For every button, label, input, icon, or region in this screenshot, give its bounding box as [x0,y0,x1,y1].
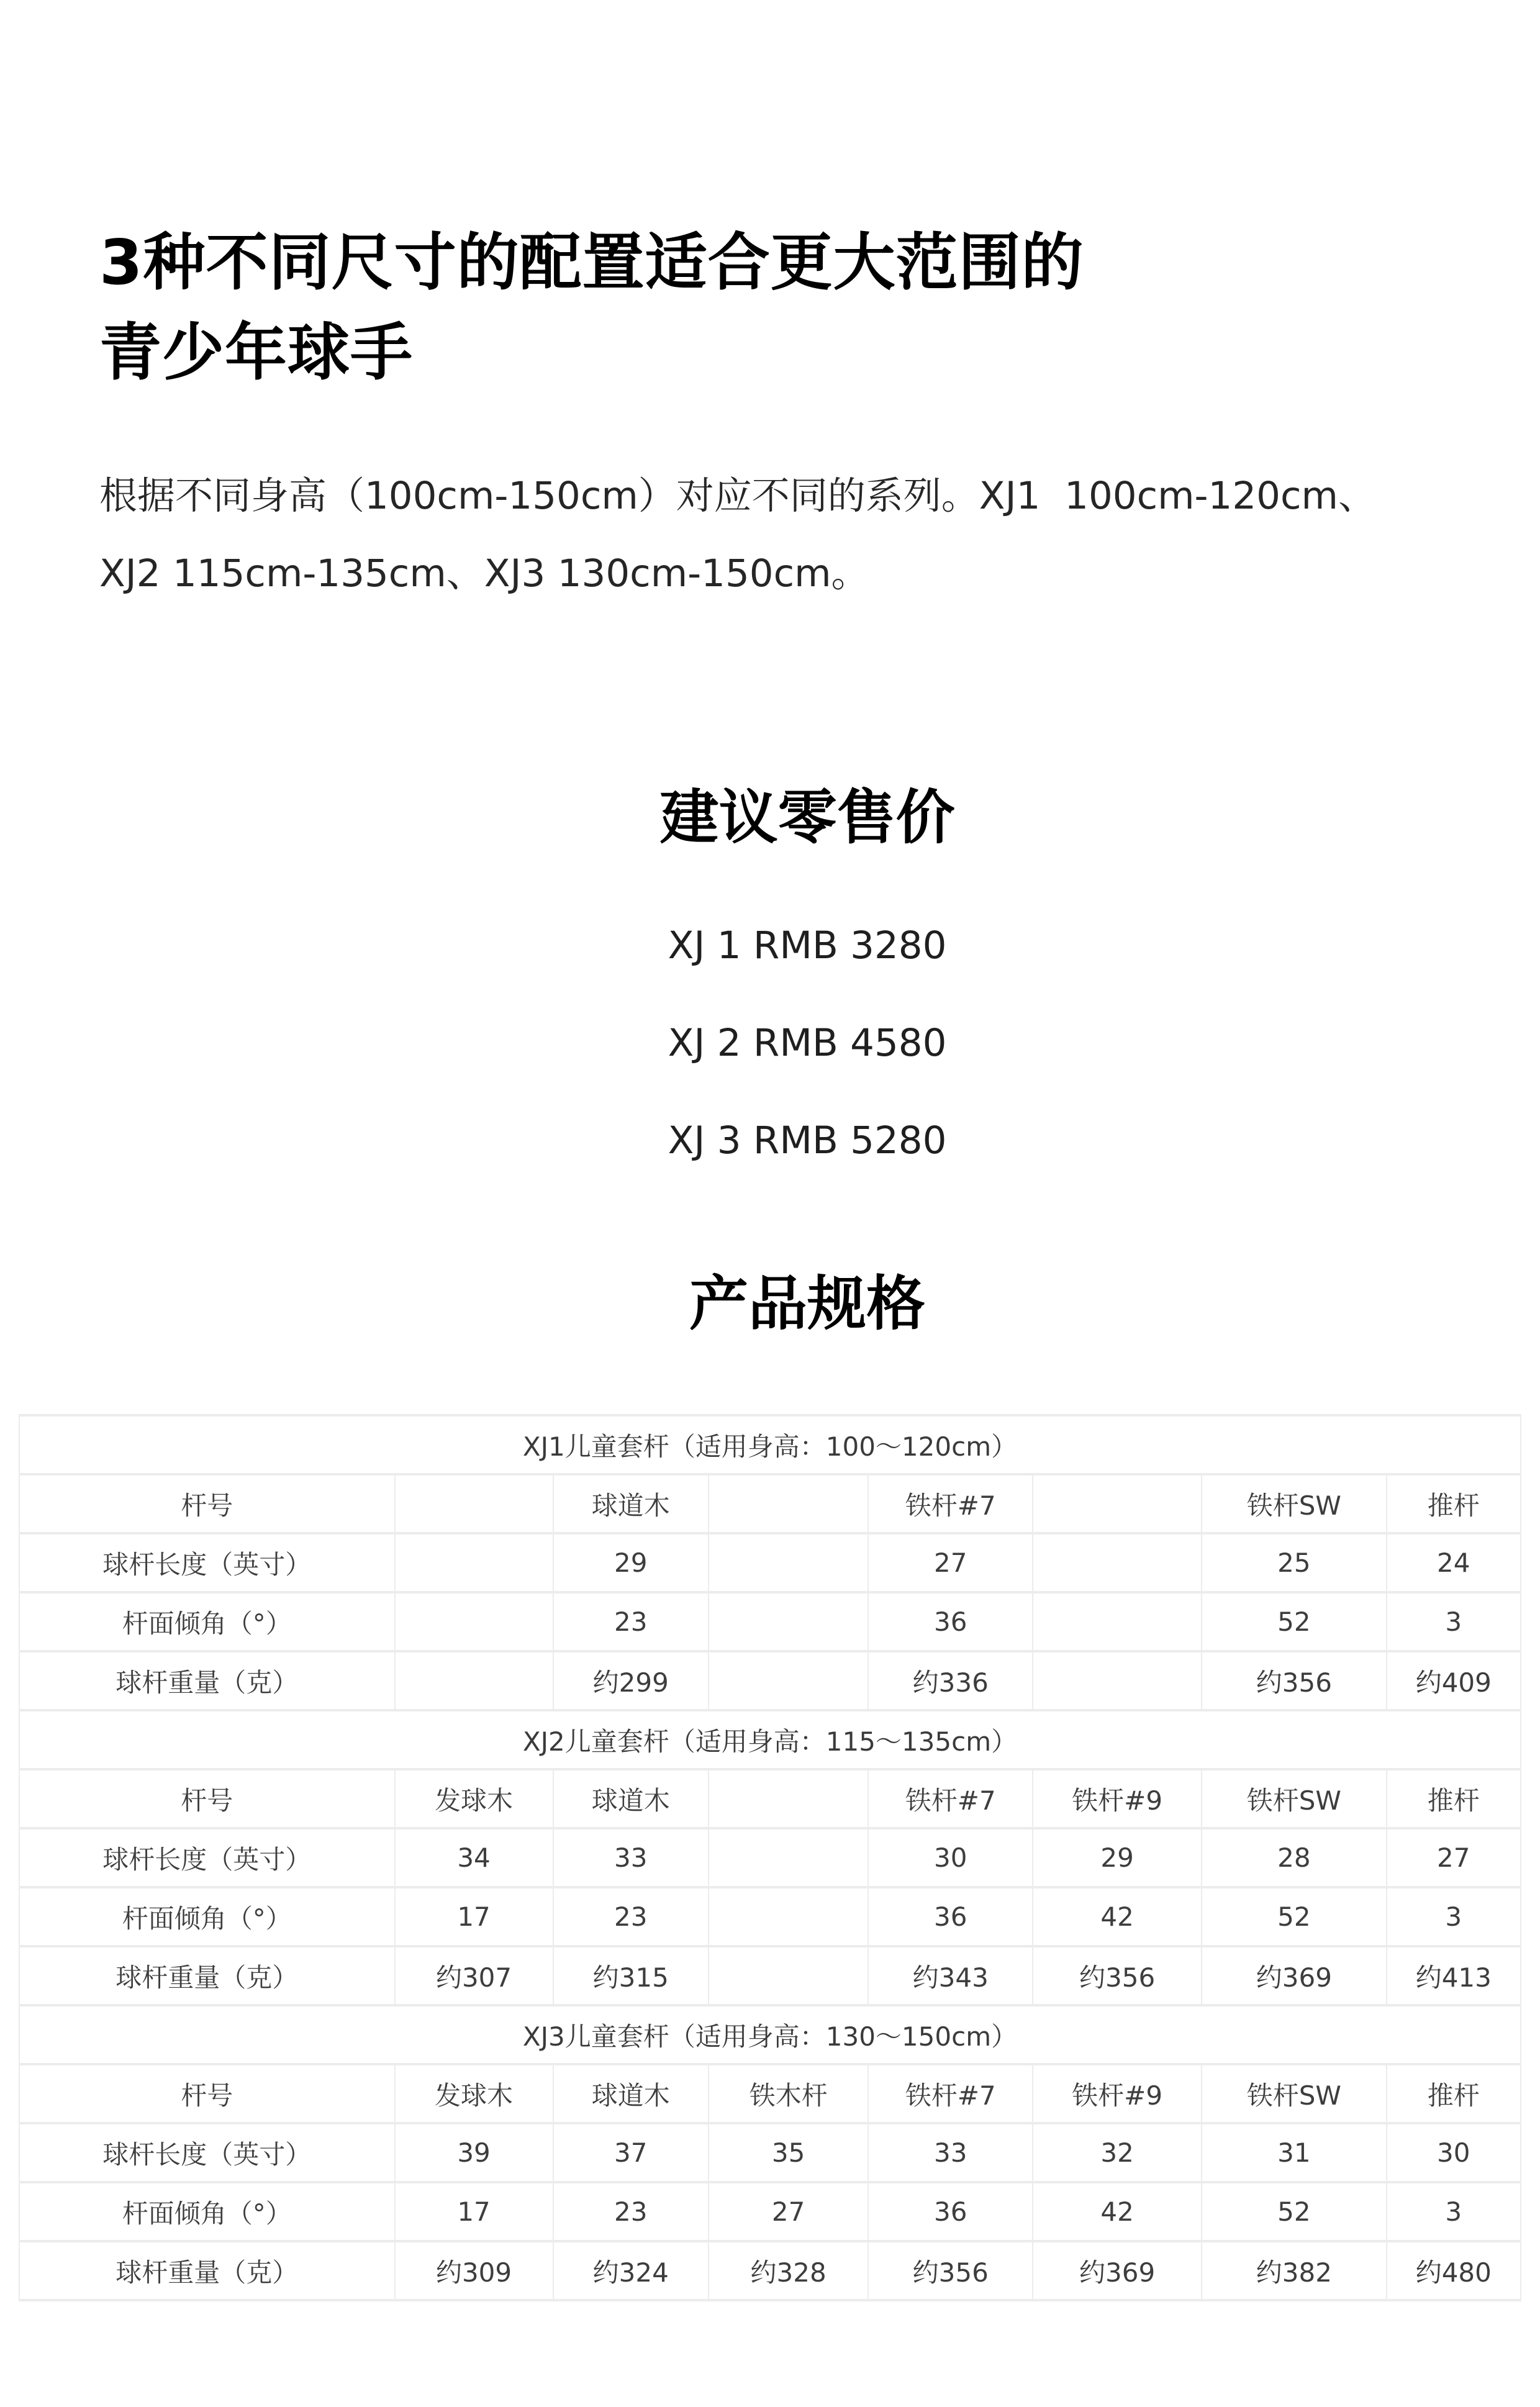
cell: 30 [868,1828,1033,1887]
cell: 约369 [1202,1946,1386,2005]
cell: 37 [553,2123,709,2182]
cell: 17 [395,1887,553,1946]
cell: 约356 [868,2241,1033,2300]
spec-table [19,1414,1521,2301]
cell [709,1533,869,1592]
cell: 36 [868,1887,1033,1946]
cell: 约307 [395,1946,553,2005]
cell [395,1592,553,1651]
column-header: 铁杆#7 [868,2064,1033,2123]
price-item-xj1: XJ 1 RMB 3280 [668,923,947,968]
column-header: 铁杆#9 [1033,2064,1202,2123]
row-label: 杆号 [19,2064,395,2123]
column-header: 铁杆SW [1202,1474,1386,1533]
cell: 25 [1202,1533,1386,1592]
cell: 约356 [1202,1651,1386,1710]
cell: 约413 [1387,1946,1521,2005]
table-section-title: XJ1儿童套杆（适用身高：100～120cm） [19,1415,1521,1474]
row-label: 球杆长度（英寸） [19,2123,395,2182]
cell: 约356 [1033,1946,1202,2005]
cell: 36 [868,1592,1033,1651]
table-header-row [19,1474,1521,1533]
cell: 约309 [395,2241,553,2300]
cell: 约336 [868,1651,1033,1710]
cell: 23 [553,1592,709,1651]
column-header: 推杆 [1387,1769,1521,1828]
table-row [19,1946,1521,2005]
row-label: 球杆长度（英寸） [19,1533,395,1592]
cell: 约369 [1033,2241,1202,2300]
column-header: 铁杆SW [1202,1769,1386,1828]
price-heading: 建议零售价 [659,784,955,853]
table-row [19,2123,1521,2182]
cell: 42 [1033,1887,1202,1946]
column-header: 铁杆#7 [868,1769,1033,1828]
price-list [99,923,1515,1163]
spec-heading: 产品规格 [689,1270,925,1339]
cell: 24 [1387,1533,1521,1592]
column-header: 球道木 [553,1769,709,1828]
cell [395,1651,553,1710]
table-header-row [19,2064,1521,2123]
cell: 52 [1202,1887,1386,1946]
row-label: 杆号 [19,1769,395,1828]
cell: 约480 [1387,2241,1521,2300]
cell: 17 [395,2182,553,2241]
column-header: 球道木 [553,1474,709,1533]
page-title [99,217,1515,397]
cell: 约315 [553,1946,709,2005]
cell: 27 [1387,1828,1521,1887]
table-section-title-row [19,2005,1521,2064]
intro-line-2: XJ2 115cm-135cm、XJ3 130cm-150cm。 [99,551,869,596]
intro-paragraph [99,457,1515,612]
cell: 约343 [868,1946,1033,2005]
row-label: 杆面倾角（°） [19,1887,395,1946]
page-title-line-2: 青少年球手 [99,316,413,389]
column-header: 铁木杆 [709,2064,869,2123]
table-row [19,2241,1521,2300]
cell: 32 [1033,2123,1202,2182]
cell [709,1651,869,1710]
cell: 3 [1387,1592,1521,1651]
cell [709,1828,869,1887]
cell: 39 [395,2123,553,2182]
column-header [709,1769,869,1828]
cell: 29 [553,1533,709,1592]
column-header: 推杆 [1387,2064,1521,2123]
row-label: 杆面倾角（°） [19,1592,395,1651]
cell: 30 [1387,2123,1521,2182]
column-header: 铁杆SW [1202,2064,1386,2123]
cell: 42 [1033,2182,1202,2241]
cell [1033,1651,1202,1710]
cell: 29 [1033,1828,1202,1887]
table-row [19,2182,1521,2241]
table-row [19,1887,1521,1946]
row-label: 杆面倾角（°） [19,2182,395,2241]
cell: 33 [868,2123,1033,2182]
cell [1033,1533,1202,1592]
cell: 52 [1202,1592,1386,1651]
cell: 约409 [1387,1651,1521,1710]
column-header: 铁杆#7 [868,1474,1033,1533]
column-header: 发球木 [395,1769,553,1828]
cell: 约328 [709,2241,869,2300]
cell: 约382 [1202,2241,1386,2300]
price-item-xj2: XJ 2 RMB 4580 [668,1021,947,1066]
cell [395,1533,553,1592]
cell: 28 [1202,1828,1386,1887]
table-section-title-row [19,1415,1521,1474]
intro-line-1: 根据不同身高（100cm-150cm）对应不同的系列。XJ1 100cm-120cm、 [99,474,1376,518]
cell: 34 [395,1828,553,1887]
table-row [19,1533,1521,1592]
row-label: 杆号 [19,1474,395,1533]
row-label: 球杆重量（克） [19,1651,395,1710]
cell: 33 [553,1828,709,1887]
table-row [19,1592,1521,1651]
cell: 3 [1387,1887,1521,1946]
price-item-xj3: XJ 3 RMB 5280 [668,1118,947,1163]
cell: 3 [1387,2182,1521,2241]
cell: 23 [553,2182,709,2241]
row-label: 球杆重量（克） [19,1946,395,2005]
page-title-line-1: 3种不同尺寸的配置适合更大范围的 [99,226,1084,299]
cell: 36 [868,2182,1033,2241]
table-section-title-row [19,1710,1521,1769]
cell: 35 [709,2123,869,2182]
cell: 27 [709,2182,869,2241]
spec-table-wrap [19,1414,1521,2301]
row-label: 球杆重量（克） [19,2241,395,2300]
cell: 31 [1202,2123,1386,2182]
column-header: 发球木 [395,2064,553,2123]
cell [709,1887,869,1946]
column-header: 铁杆#9 [1033,1769,1202,1828]
cell: 52 [1202,2182,1386,2241]
cell [709,1592,869,1651]
table-row [19,1828,1521,1887]
column-header [1033,1474,1202,1533]
column-header: 推杆 [1387,1474,1521,1533]
cell: 23 [553,1887,709,1946]
cell [709,1946,869,2005]
table-section-title: XJ3儿童套杆（适用身高：130～150cm） [19,2005,1521,2064]
column-header: 球道木 [553,2064,709,2123]
column-header [709,1474,869,1533]
cell: 27 [868,1533,1033,1592]
table-row [19,1651,1521,1710]
row-label: 球杆长度（英寸） [19,1828,395,1887]
cell: 约324 [553,2241,709,2300]
cell [1033,1592,1202,1651]
table-section-title: XJ2儿童套杆（适用身高：115～135cm） [19,1710,1521,1769]
table-header-row [19,1769,1521,1828]
column-header [395,1474,553,1533]
cell: 约299 [553,1651,709,1710]
